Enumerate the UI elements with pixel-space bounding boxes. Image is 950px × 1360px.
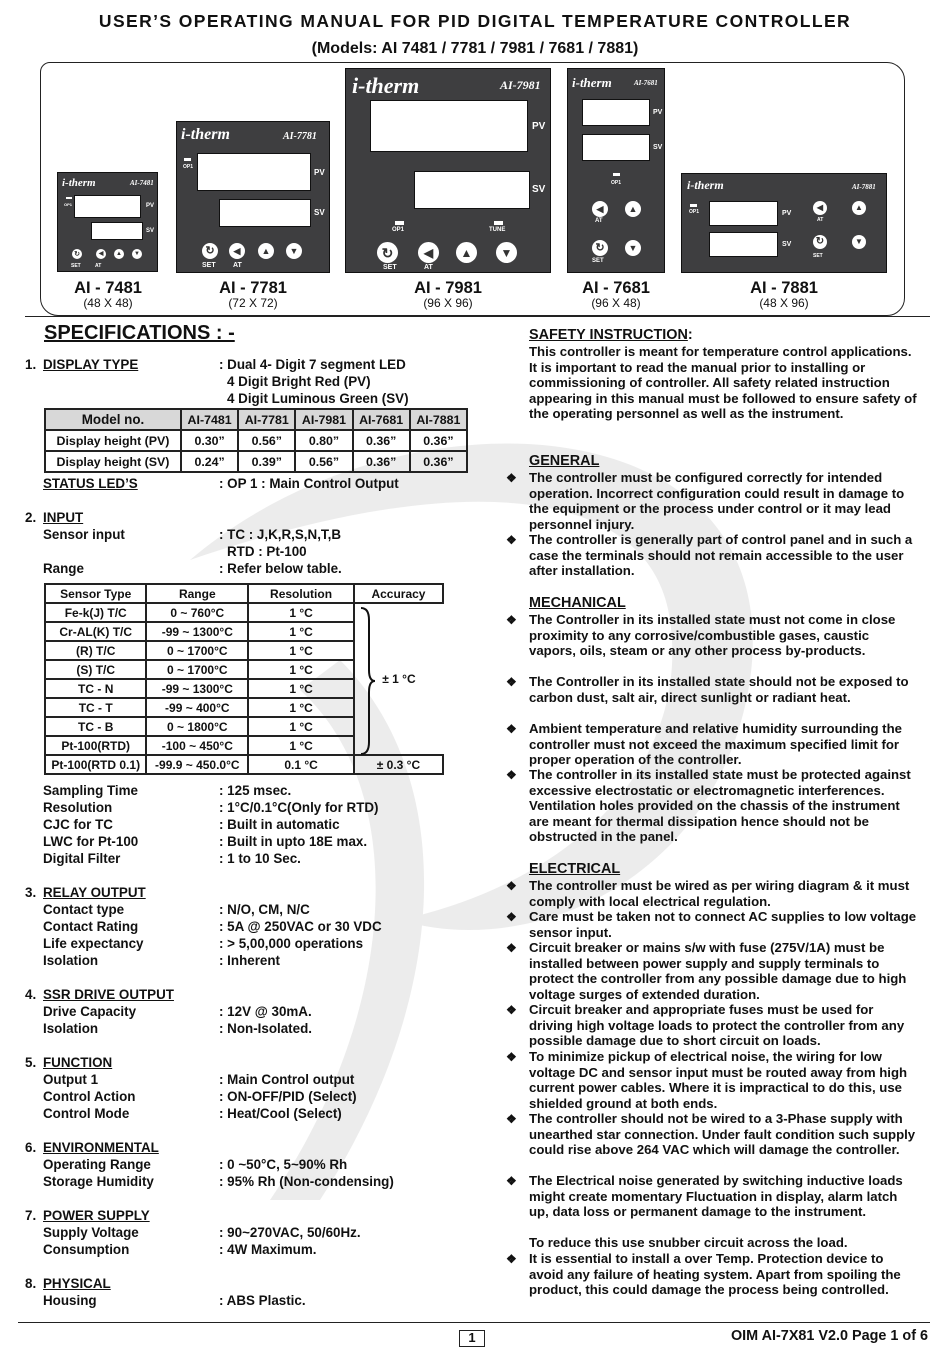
sv-display — [582, 134, 650, 161]
table-header-cell: AI-7881 — [410, 409, 467, 430]
table-cell: 0.39” — [238, 451, 295, 472]
table-cell: 0.36” — [353, 451, 410, 472]
mechanical-item: The controller in its installed state must be protected against excessive electrostatic or electromagnetic interferences. Ventilation holes provided on the chassis of the instrument are meant for thermal dissipation hence should not be obstructed in the panel. — [529, 767, 911, 845]
op1-label: OP1 — [183, 164, 194, 170]
caption-ai7881 — [734, 279, 834, 310]
section-number: 1. — [25, 357, 37, 372]
section-input: INPUT — [43, 510, 84, 525]
electrical-note: To reduce this use snubber circuit across the load. — [529, 1235, 848, 1250]
spec-label: Control Action — [43, 1089, 136, 1104]
sv-label: SV — [532, 184, 546, 195]
spec-label: Isolation — [43, 1021, 99, 1036]
digital-filter-label: Digital Filter — [43, 851, 121, 866]
table-cell: Pt-100(RTD) — [45, 736, 146, 755]
bullet-icon: ❖ — [506, 722, 517, 736]
table-cell: -99 ~ 1300°C — [146, 679, 248, 698]
at-label: AT — [233, 262, 242, 269]
resolution-label: Resolution — [43, 800, 113, 815]
up-button[interactable]: ▲ — [456, 242, 477, 263]
table-cell: TC - B — [45, 717, 146, 736]
digital-filter-value: : 1 to 10 Sec. — [219, 851, 301, 866]
table-cell: ± 0.3 °C — [354, 755, 443, 774]
table-cell: -100 ~ 450°C — [146, 736, 248, 755]
down-button[interactable]: ▼ — [496, 242, 517, 263]
bullet-icon: ❖ — [506, 1174, 517, 1188]
bullet-icon: ❖ — [506, 675, 517, 689]
electrical-item: Circuit breaker and appropriate fuses must be used for driving high voltage loads to protect the controller from any possible damage due to short circuit on loads. — [529, 1002, 905, 1049]
document-subtitle: (Models: AI 7481 / 7781 / 7981 / 7681 / 7881) — [311, 40, 639, 57]
table-cell: 0.56” — [238, 430, 295, 451]
table-cell: (R) T/C — [45, 641, 146, 660]
at-button[interactable]: ◀ — [418, 242, 439, 263]
table-row — [45, 451, 467, 472]
sv-label: SV — [146, 228, 155, 234]
section-number: 5. — [25, 1055, 37, 1070]
electrical-item: To minimize pickup of electrical noise, the wiring for low voltage DC and sensor input must be routed away from high current power cables. Where it is impractical to do this, use shielded ground at both ends. — [529, 1049, 908, 1111]
spec-value: : Main Control output — [219, 1072, 355, 1087]
table-cell: 0 ~ 1800°C — [146, 717, 248, 736]
table-cell: 1 °C — [248, 736, 354, 755]
model-label: AI-7781 — [283, 131, 317, 142]
sv-display — [91, 222, 143, 240]
bullet-icon: ❖ — [506, 879, 517, 893]
table-header-cell: Resolution — [248, 584, 354, 603]
down-button[interactable]: ▼ — [852, 235, 866, 249]
range-value: : Refer below table. — [219, 561, 342, 576]
up-button[interactable]: ▲ — [625, 201, 641, 217]
brand-logo: i-therm — [352, 73, 420, 98]
caption-ai7681 — [566, 279, 666, 310]
spec-label: Output 1 — [43, 1072, 99, 1087]
caption-model: AI - 7681 — [582, 279, 650, 297]
table-header-cell: Model no. — [45, 409, 181, 430]
sv-display — [709, 232, 778, 257]
set-label: SET — [813, 253, 823, 259]
bullet-icon: ❖ — [506, 768, 517, 782]
spec-value: : ON-OFF/PID (Select) — [219, 1089, 357, 1104]
lwc-value: : Built in upto 18E max. — [219, 834, 368, 849]
spec-value: : > 5,00,000 operations — [219, 936, 364, 951]
table-cell: 1 °C — [248, 679, 354, 698]
set-button[interactable]: ↻ — [813, 235, 827, 249]
sv-label: SV — [314, 208, 325, 217]
bullet-icon: ❖ — [506, 1112, 517, 1126]
display-type-value: : Dual 4- Digit 7 segment LED — [219, 357, 406, 372]
bullet-icon: ❖ — [506, 533, 517, 547]
sv-display — [414, 171, 530, 209]
up-button[interactable]: ▲ — [114, 249, 124, 259]
footer-divider — [18, 1322, 930, 1323]
section-environmental: ENVIRONMENTAL — [43, 1140, 159, 1155]
caption-model: AI - 7781 — [219, 279, 287, 297]
op1-led — [690, 204, 697, 207]
bullet-icon: ❖ — [506, 941, 517, 955]
section-number: 4. — [25, 987, 37, 1002]
table-cell: 0.24” — [181, 451, 238, 472]
electrical-item: The Electrical noise generated by switching inductive loads might create momentary Fluctuation in display, alarm latch up, data loss or permanent damage to the instrument. — [529, 1173, 903, 1220]
table-cell: 1 °C — [248, 603, 354, 622]
table-header-cell: AI-7781 — [238, 409, 295, 430]
spec-label: Drive Capacity — [43, 1004, 137, 1019]
section-power-supply: POWER SUPPLY — [43, 1208, 150, 1223]
table-header — [45, 584, 443, 603]
at-label: AT — [424, 264, 433, 271]
op1-label: OP1 — [689, 209, 700, 215]
set-button[interactable]: ↻ — [72, 249, 82, 259]
table-row — [45, 430, 467, 451]
table-cell: 0.80” — [295, 430, 352, 451]
display-sv-value: 4 Digit Luminous Green (SV) — [227, 391, 409, 406]
page-number: 1 — [459, 1330, 485, 1347]
bullet-icon: ❖ — [506, 910, 517, 924]
spec-value: : Heat/Cool (Select) — [219, 1106, 342, 1121]
pv-label: PV — [146, 203, 155, 209]
op1-led — [66, 197, 72, 199]
general-heading: GENERAL — [529, 453, 600, 469]
table-cell: 1 °C — [248, 660, 354, 679]
model-label: AI-7981 — [500, 78, 541, 92]
at-button[interactable]: ◀ — [592, 201, 608, 217]
sv-label: SV — [782, 241, 792, 248]
pv-label: PV — [314, 168, 325, 177]
set-button[interactable]: ↻ — [202, 243, 218, 259]
electrical-heading: ELECTRICAL — [529, 861, 621, 877]
mechanical-item: The Controller in its installed state must not come in close proximity to any corrosive/combustible gases, caustic vapors, oils, steam or any other process by-products. — [529, 612, 896, 659]
spec-label: Contact Rating — [43, 919, 139, 934]
caption-size: (48 X 96) — [759, 296, 809, 310]
general-item: The controller is generally part of control panel and in such a case the terminals should not remain accessible to the user after installation. — [529, 532, 913, 579]
table-cell: 1 °C — [248, 698, 354, 717]
at-label: AT — [95, 263, 102, 269]
table-cell: 0.36” — [410, 430, 467, 451]
spec-label: Control Mode — [43, 1106, 130, 1121]
spec-value: : ABS Plastic. — [219, 1293, 306, 1308]
lwc-label: LWC for Pt-100 — [43, 834, 139, 849]
spec-value: : Non-Isolated. — [219, 1021, 312, 1036]
down-button[interactable]: ▼ — [286, 243, 302, 259]
set-label: SET — [592, 258, 604, 264]
spec-value: : Inherent — [219, 953, 281, 968]
spec-value: : N/O, CM, N/C — [219, 902, 310, 917]
brand-logo: i-therm — [687, 178, 724, 192]
section-number: 8. — [25, 1276, 37, 1291]
device-ai7481 — [57, 172, 158, 272]
tune-led — [494, 221, 503, 225]
section-display-type: DISPLAY TYPE — [43, 357, 139, 372]
safety-text: This controller is meant for temperature control applications. It is important to read the manual prior to installing or commissioning of controller. All safety related instruction appearing in this manual must be followed to ensure safety of the operating personnel as well as the instrument. — [529, 344, 917, 422]
caption-ai7481 — [58, 279, 158, 310]
spec-value: : 0 ~50°C, 5~90% Rh — [219, 1157, 348, 1172]
pv-display — [74, 195, 141, 218]
op1-led — [184, 158, 191, 161]
caption-size: (96 X 96) — [423, 296, 473, 310]
pv-label: PV — [532, 121, 546, 132]
op1-label: OP1 — [392, 227, 405, 233]
caption-model: AI - 7981 — [414, 279, 482, 297]
table-cell: Display height (SV) — [45, 451, 181, 472]
sensor-input-label: Sensor input — [43, 527, 125, 542]
sensor-range-table — [44, 583, 444, 775]
brace-icon — [357, 606, 377, 756]
at-button[interactable]: ◀ — [229, 243, 245, 259]
spec-value: : 4W Maximum. — [219, 1242, 317, 1257]
at-label: AT — [817, 217, 824, 223]
tune-label: TUNE — [489, 227, 506, 233]
bullet-icon: ❖ — [506, 1252, 517, 1266]
mechanical-item: Ambient temperature and relative humidity surrounding the controller must not exceed the maximum specified limit for proper operation of the controller. — [529, 721, 902, 768]
at-label: AT — [595, 218, 603, 224]
section-function: FUNCTION — [43, 1055, 113, 1070]
spec-label: Life expectancy — [43, 936, 144, 951]
range-label: Range — [43, 561, 84, 576]
cjc-value: : Built in automatic — [219, 817, 340, 832]
accuracy-group-cell — [354, 603, 443, 755]
down-button[interactable]: ▼ — [132, 249, 142, 259]
model-label: AI-7481 — [130, 179, 154, 187]
table-row — [45, 755, 443, 774]
op1-led — [395, 221, 404, 225]
electrical-item: Circuit breaker or mains s/w with fuse (275V/1A) must be installed between power supply and supply terminals to protect the controller from any possible damage due to high voltage surges of extended duration. — [529, 940, 907, 1002]
set-button[interactable]: ↻ — [377, 242, 398, 263]
table-cell: -99 ~ 1300°C — [146, 622, 248, 641]
table-cell: (S) T/C — [45, 660, 146, 679]
caption-size: (48 X 48) — [83, 296, 133, 310]
electrical-item: The controller should not be wired to a 3-Phase supply with unearthed star connection. Under fault condition such supply could rise above 264 VAC which will damage the controller. — [529, 1111, 916, 1158]
bullet-icon: ❖ — [506, 613, 517, 627]
caption-size: (72 X 72) — [228, 296, 278, 310]
model-label: AI-7681 — [634, 79, 658, 87]
pv-display — [582, 99, 650, 126]
sampling-time-label: Sampling Time — [43, 783, 138, 798]
table-header-cell: AI-7681 — [353, 409, 410, 430]
table-cell: 0 ~ 760°C — [146, 603, 248, 622]
spec-value: : 95% Rh (Non-condensing) — [219, 1174, 394, 1189]
status-leds-value: : OP 1 : Main Control Output — [219, 476, 399, 491]
table-cell: Cr-AL(K) T/C — [45, 622, 146, 641]
caption-model: AI - 7881 — [750, 279, 818, 297]
sensor-input-tc: : TC : J,K,R,S,N,T,B — [219, 527, 342, 542]
cjc-label: CJC for TC — [43, 817, 113, 832]
table-cell: 0.30” — [181, 430, 238, 451]
pv-label: PV — [782, 210, 792, 217]
safety-heading-text: SAFETY INSTRUCTION — [529, 327, 688, 343]
table-header — [45, 409, 467, 430]
at-button[interactable]: ◀ — [813, 201, 827, 215]
set-label: SET — [71, 263, 81, 269]
sv-display — [219, 199, 311, 227]
table-header-cell: Range — [146, 584, 248, 603]
sensor-input-rtd: RTD : Pt-100 — [227, 544, 307, 559]
spec-value: : 5A @ 250VAC or 30 VDC — [219, 919, 382, 934]
section-number: 7. — [25, 1208, 37, 1223]
sv-label: SV — [653, 144, 663, 151]
table-cell: -99.9 ~ 450.0°C — [146, 755, 248, 774]
table-cell: 0.36” — [353, 430, 410, 451]
status-leds-label: STATUS LED’S — [43, 476, 138, 491]
electrical-item: It is essential to install a over Temp. Protection device to avoid any failure of heating system. Apart from spoiling the product, this could damage the process being controlled. — [529, 1251, 901, 1298]
section-relay-output: RELAY OUTPUT — [43, 885, 146, 900]
document-title: USER’S OPERATING MANUAL FOR PID DIGITAL TEMPERATURE CONTROLLER — [98, 11, 852, 31]
table-cell: 0.1 °C — [248, 755, 354, 774]
sampling-time-value: : 125 msec. — [219, 783, 292, 798]
table-cell: TC - T — [45, 698, 146, 717]
at-button[interactable]: ◀ — [96, 249, 106, 259]
table-row — [45, 603, 443, 622]
caption-size: (96 X 48) — [591, 296, 641, 310]
table-cell: 1 °C — [248, 622, 354, 641]
table-header-cell: Sensor Type — [45, 584, 146, 603]
bullet-icon: ❖ — [506, 1003, 517, 1017]
section-number: 6. — [25, 1140, 37, 1155]
set-label: SET — [383, 264, 397, 271]
model-label: AI-7881 — [852, 183, 876, 191]
caption-model: AI - 7481 — [74, 279, 142, 297]
divider — [25, 316, 930, 317]
pv-display — [197, 153, 311, 191]
section-physical: PHYSICAL — [43, 1276, 111, 1291]
table-cell: -99 ~ 400°C — [146, 698, 248, 717]
spec-value: : 12V @ 30mA. — [219, 1004, 312, 1019]
device-ai7881 — [681, 173, 887, 273]
table-header-cell: Accuracy — [354, 584, 443, 603]
table-cell: Fe-k(J) T/C — [45, 603, 146, 622]
table-cell: 0 ~ 1700°C — [146, 660, 248, 679]
op1-label: OP1 — [64, 202, 73, 207]
section-number: 3. — [25, 885, 37, 900]
electrical-item: Care must be taken not to connect AC supplies to low voltage sensor input. — [529, 909, 917, 940]
document-reference: OIM AI-7X81 V2.0 Page 1 of 6 — [730, 1328, 928, 1344]
device-ai7781 — [176, 121, 330, 273]
table-header-cell: AI-7481 — [181, 409, 238, 430]
mechanical-heading: MECHANICAL — [529, 595, 626, 611]
op1-label: OP1 — [611, 180, 622, 186]
spec-label: Isolation — [43, 953, 99, 968]
table-cell: 0.36” — [410, 451, 467, 472]
caption-ai7781 — [203, 279, 303, 310]
brand-logo: i-therm — [572, 75, 612, 90]
safety-heading-colon: : — [687, 327, 693, 343]
specifications-heading: SPECIFICATIONS : - — [44, 322, 235, 344]
table-cell: 0.56” — [295, 451, 352, 472]
safety-heading — [529, 327, 693, 343]
up-button[interactable]: ▲ — [258, 243, 274, 259]
bullet-icon: ❖ — [506, 1050, 517, 1064]
pv-display — [370, 100, 528, 152]
table-cell: Pt-100(RTD 0.1) — [45, 755, 146, 774]
table-header-cell: AI-7981 — [295, 409, 352, 430]
bullet-icon: ❖ — [506, 471, 517, 485]
up-button[interactable]: ▲ — [852, 201, 866, 215]
display-pv-value: 4 Digit Bright Red (PV) — [227, 374, 371, 389]
table-cell: 1 °C — [248, 717, 354, 736]
accuracy-group-value: ± 1 °C — [382, 672, 416, 686]
set-button[interactable]: ↻ — [592, 240, 608, 256]
resolution-value: : 1°C/0.1°C(Only for RTD) — [219, 800, 379, 815]
mechanical-item: The Controller in its installed state should not be exposed to carbon dust, salt air, direct sunlight or radiant heat. — [529, 674, 909, 705]
caption-ai7981 — [398, 279, 498, 310]
spec-label: Supply Voltage — [43, 1225, 139, 1240]
pv-label: PV — [653, 109, 663, 116]
section-number: 2. — [25, 510, 37, 525]
display-height-table — [44, 408, 468, 473]
brand-logo: i-therm — [181, 126, 230, 143]
section-ssr-drive-output: SSR DRIVE OUTPUT — [43, 987, 174, 1002]
electrical-item: The controller must be wired as per wiring diagram & it must comply with local electrical regulation. — [529, 878, 910, 909]
table-cell: Display height (PV) — [45, 430, 181, 451]
device-ai7681 — [567, 68, 665, 273]
spec-label: Housing — [43, 1293, 97, 1308]
general-item: The controller must be configured correctly for intended operation. Incorrect configuration could result in damage to the equipment or the process under control or it may lead personnel injury. — [529, 470, 905, 532]
spec-label: Consumption — [43, 1242, 130, 1257]
pv-display — [709, 201, 778, 226]
set-label: SET — [202, 262, 216, 269]
spec-value: : 90~270VAC, 50/60Hz. — [219, 1225, 361, 1240]
spec-label: Storage Humidity — [43, 1174, 154, 1189]
table-cell: TC - N — [45, 679, 146, 698]
table-cell: 1 °C — [248, 641, 354, 660]
spec-label: Operating Range — [43, 1157, 151, 1172]
op1-led — [613, 173, 620, 176]
down-button[interactable]: ▼ — [625, 240, 641, 256]
table-cell: 0 ~ 1700°C — [146, 641, 248, 660]
brand-logo: i-therm — [62, 177, 96, 189]
spec-label: Contact type — [43, 902, 125, 917]
device-ai7981 — [345, 68, 551, 273]
